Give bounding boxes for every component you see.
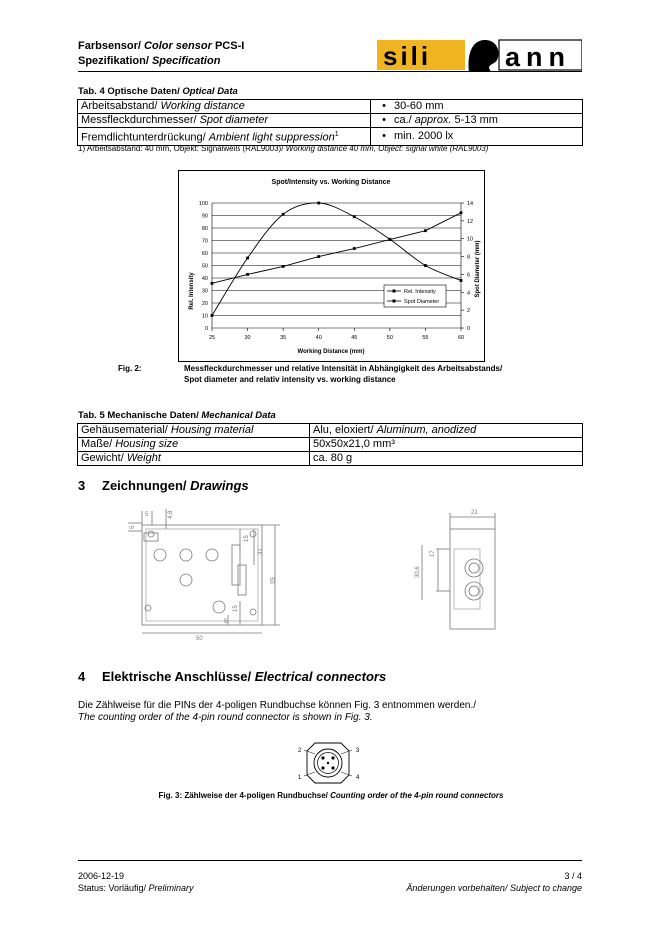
y-tick-label: 10	[201, 313, 208, 320]
table-row	[78, 128, 583, 146]
cell-text: Arbeitsabstand/	[81, 100, 161, 112]
footnote-de: 1) Arbeitsabstand: 40 mm, Objekt: Signalweiß (RAL9003)/	[78, 144, 286, 153]
tab4-footnote	[78, 144, 488, 153]
y-tick-label: 30	[201, 288, 208, 295]
pin-center	[327, 762, 329, 764]
y2-tick-label: 6	[467, 272, 471, 279]
housing-inner	[146, 529, 258, 621]
table-row	[78, 424, 583, 438]
footer-left	[78, 870, 194, 894]
y2-tick-label: 0	[467, 326, 471, 332]
pin-4	[331, 766, 334, 769]
paragraph-line-de: Die Zählweise für die PINs der 4-poligen Rundbuchse können Fig. 3 entnommen werden./	[78, 700, 476, 711]
point-intensity	[282, 213, 285, 216]
table-cell	[78, 114, 371, 128]
cell-text: 50x50x21,0 mm³	[313, 438, 395, 450]
optic-hole	[206, 549, 218, 561]
optic-hole	[180, 549, 192, 561]
point-intensity	[353, 215, 356, 218]
dim-label: 31	[258, 548, 264, 555]
mechanical-drawings	[120, 505, 520, 640]
legend-marker-intensity	[393, 290, 396, 293]
bullet: •	[382, 114, 386, 126]
cell-text: approx.	[414, 114, 452, 126]
y-tick-label: 40	[201, 276, 208, 282]
doc-subtitle	[78, 55, 220, 67]
mounting-hole	[250, 531, 256, 537]
side-optic-inner	[469, 563, 479, 573]
table-cell	[78, 128, 371, 146]
side-view	[422, 513, 495, 629]
dim-label: 15	[233, 605, 239, 612]
pin-label-4: 4	[356, 775, 360, 781]
table-row	[78, 114, 583, 128]
section-number: 4	[78, 669, 86, 684]
x-tick-label: 25	[208, 335, 216, 341]
y-tick-label: 60	[201, 251, 208, 257]
x-tick-label: 35	[280, 335, 287, 341]
table-cell	[310, 438, 583, 452]
x-tick-label: 60	[457, 335, 465, 341]
table-cell	[310, 424, 583, 438]
point-spot	[211, 282, 214, 285]
cell-text: Maße/	[81, 438, 116, 450]
dim-label: 50	[268, 577, 274, 584]
y2-tick-label: 10	[467, 236, 474, 243]
fig3-caption-en: Counting order of the 4-pin round connectors	[330, 791, 504, 800]
legend-marker-spot	[393, 300, 396, 303]
point-intensity	[317, 202, 320, 205]
footer-right	[406, 870, 582, 894]
fig2-caption-line1: Messfleckdurchmesser und relative Intensität in Abhängigkeit des Arbeitsabstands/	[184, 364, 503, 373]
table-row	[78, 100, 583, 114]
y-tick-label: 70	[201, 238, 208, 245]
table-cell	[78, 100, 371, 114]
logo-text-right: ann	[505, 42, 572, 72]
section-title-de: Elektrische Anschlüsse/	[102, 669, 255, 684]
tab4-title	[78, 86, 238, 97]
y-tick-label: 90	[201, 213, 208, 220]
side-housing	[450, 529, 495, 629]
table-row	[78, 452, 583, 466]
optic-hole	[180, 574, 192, 586]
paragraph-line-en: The counting order of the 4-pin round connector is shown in Fig. 3.	[78, 712, 373, 723]
front-view	[128, 509, 280, 633]
cell-text: 5-13 mm	[451, 114, 498, 126]
note-de: Änderungen vorbehalten/	[406, 883, 510, 893]
connector-paragraph	[78, 700, 476, 724]
cell-text: min. 2000 lx	[394, 129, 454, 142]
table-cell	[371, 114, 583, 128]
dim-label: 30,6	[415, 566, 421, 578]
y2-tick-label: 12	[467, 218, 474, 225]
x-tick-label: 50	[386, 335, 393, 341]
point-intensity	[246, 257, 249, 260]
table-cell	[78, 452, 310, 466]
fig2-caption-line2: Spot diameter and relativ intensity vs. working distance	[184, 375, 396, 384]
dim-label: 5	[130, 525, 136, 529]
bullet: •	[382, 100, 386, 112]
chart-y2label: Spot Diameter (mm)	[475, 240, 481, 298]
chart-title: Spot/Intensity vs. Working Distance	[271, 179, 391, 186]
point-spot	[388, 238, 391, 241]
optic-hole	[154, 549, 166, 561]
pin-3	[331, 756, 334, 759]
footer-page-number: 3 / 4	[564, 871, 582, 881]
point-intensity	[460, 279, 463, 282]
optical-data-table	[77, 99, 583, 146]
chart-frame	[178, 170, 485, 362]
pin-leader	[341, 750, 352, 754]
fig3-caption-de: Fig. 3: Zählweise der 4-poligen Rundbuchse/	[158, 791, 331, 800]
series-line-spot	[212, 213, 461, 284]
tab5-title-en: Mechanical Data	[201, 410, 276, 421]
point-spot	[460, 211, 463, 214]
mounting-hole	[148, 531, 154, 537]
cell-text: 30-60 mm	[394, 100, 444, 112]
mounting-hole	[250, 609, 256, 615]
point-spot	[424, 229, 427, 232]
section-title-en: Electrical connectors	[254, 669, 387, 684]
point-spot	[246, 273, 249, 276]
section3-heading	[78, 478, 249, 493]
mechanical-data-table	[77, 423, 583, 466]
pin-leader	[304, 750, 315, 754]
footer-date: 2006-12-19	[78, 871, 125, 881]
cell-text: Gewicht/	[81, 452, 127, 464]
dim-label: 15	[244, 535, 250, 542]
pin-label-1: 1	[298, 775, 302, 781]
y-tick-label: 100	[198, 201, 208, 207]
status-en: Preliminary	[148, 883, 194, 893]
cell-text: Aluminum, anodized	[376, 424, 477, 436]
dim-label: 17	[430, 550, 436, 557]
table-row	[78, 438, 583, 452]
chart-legend	[384, 285, 446, 307]
table-cell	[371, 100, 583, 114]
legend-label-intensity: Rel. Intensity	[404, 289, 436, 295]
y-tick-label: 20	[201, 301, 208, 307]
pin-label-3: 3	[356, 748, 360, 754]
cell-text: Messfleckdurchmesser/	[81, 114, 200, 126]
cell-text: ca. 80 g	[313, 452, 353, 464]
table-cell	[78, 438, 310, 452]
title-en: Color sensor	[144, 40, 212, 52]
y-tick-label: 0	[204, 326, 208, 332]
spot-intensity-chart	[179, 171, 484, 361]
y-tick-label: 50	[201, 263, 208, 270]
chart-ticks	[199, 201, 473, 341]
front-dims	[130, 510, 274, 640]
x-tick-label: 45	[351, 335, 358, 341]
status-de: Status: Vorläufig/	[78, 883, 149, 893]
tab4-title-de: Tab. 4 Optische Daten/	[78, 86, 183, 97]
x-tick-label: 55	[422, 335, 429, 341]
side-block	[238, 565, 246, 595]
dim-label: 21	[471, 510, 478, 516]
legend-label-spot: Spot Diameter	[404, 299, 440, 305]
footnote-mark: 1	[334, 131, 339, 138]
point-spot	[317, 255, 320, 258]
bullet: •	[382, 129, 386, 142]
logo-head-silhouette	[469, 40, 499, 72]
cell-text: Ambient light suppression	[208, 131, 335, 144]
y2-tick-label: 14	[467, 201, 474, 207]
subtitle-en: Specification	[151, 55, 221, 67]
y-tick-label: 80	[201, 226, 208, 232]
pin-1	[321, 766, 324, 769]
cell-text: Gehäusematerial/	[81, 424, 171, 436]
point-intensity	[424, 264, 427, 267]
cell-text: Weight	[126, 452, 161, 464]
dim-label: 4,8	[168, 510, 174, 519]
footnote-en: Working distance 40 mm, Object: signal white (RAL9003)	[285, 144, 489, 153]
section-title-en: Drawings	[190, 478, 249, 493]
y2-tick-label: 4	[467, 290, 471, 297]
chart-ylabel: Rel. Intensity	[189, 272, 195, 310]
title-de: Farbsensor/	[78, 40, 145, 52]
note-en: Subject to change	[509, 883, 582, 893]
x-tick-label: 30	[244, 335, 251, 341]
chart-xlabel: Working Distance (mm)	[297, 349, 365, 355]
table-cell	[371, 128, 583, 146]
cell-text: Fremdlichtunterdrückung/	[81, 131, 209, 144]
cell-text: Spot diameter	[199, 114, 269, 126]
point-intensity	[211, 314, 214, 317]
cell-text: Housing material	[170, 424, 254, 436]
company-logo	[377, 38, 582, 74]
connector-diagram	[295, 740, 367, 786]
subtitle-de: Spezifikation/	[78, 55, 152, 67]
section-number: 3	[78, 478, 86, 493]
y2-tick-label: 2	[467, 308, 471, 315]
connector-hole	[213, 601, 225, 613]
y2-tick-label: 8	[467, 254, 471, 261]
dim-label: 5	[145, 512, 149, 518]
tab5-title-de: Tab. 5 Mechanische Daten/	[78, 410, 202, 421]
logo-text-left: sili	[383, 41, 432, 71]
fig2-label: Fig. 2:	[118, 364, 142, 373]
section-title-de: Zeichnungen/	[102, 478, 191, 493]
footer-note	[406, 882, 582, 894]
cell-text: ca./	[394, 114, 415, 126]
cell-text: Alu, eloxiert/	[313, 424, 377, 436]
dim-label: 50	[196, 636, 203, 640]
pin-label-2: 2	[298, 748, 302, 754]
point-spot	[282, 265, 285, 268]
doc-title	[78, 40, 244, 52]
pin-2	[321, 756, 324, 759]
table-cell	[310, 452, 583, 466]
side-optic-inner	[469, 586, 479, 596]
footer-status	[78, 882, 194, 894]
x-tick-label: 40	[315, 335, 322, 341]
chart-grid	[212, 203, 461, 328]
cell-text: Housing size	[115, 438, 179, 450]
point-spot	[353, 247, 356, 250]
pin-leader	[341, 772, 352, 776]
dim-label: 5	[224, 619, 228, 625]
tab5-title	[78, 410, 276, 421]
section4-heading	[78, 669, 386, 684]
pin-leader	[304, 772, 315, 776]
fig3-caption	[0, 791, 662, 800]
title-model: PCS-I	[211, 40, 245, 52]
table-cell	[78, 424, 310, 438]
tab4-title-en: Optical Data	[182, 86, 238, 97]
cell-text: Working distance	[160, 100, 245, 112]
footer-rule	[78, 860, 582, 861]
